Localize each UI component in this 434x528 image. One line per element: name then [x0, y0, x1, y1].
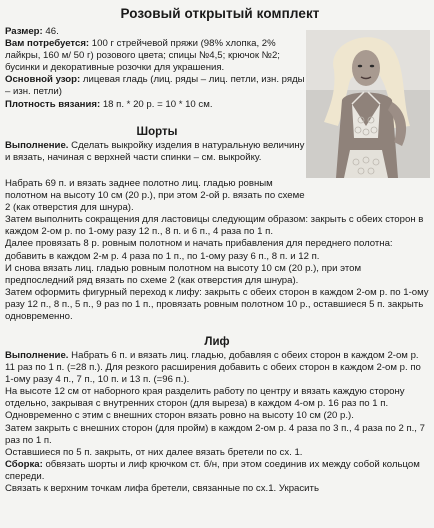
intro-block [5, 26, 305, 111]
size-label: Размер: [5, 26, 43, 37]
size-line [5, 26, 305, 38]
bodice-assembly-label: Сборка: [5, 458, 43, 470]
bodice-paragraph-1: На высоте 12 см от наборного края разделить работу по центру и вязать каждую сторону отдельно, закрывая с внутренних сторон (для выреза) в каждом 4-ом р. 16 раз по 1 п. Одновременно с этим с внешних сторон вязать ровно на высоту 10 см (20 р.). [5, 386, 405, 422]
bodice-execution [5, 350, 429, 386]
size-value: 46. [42, 26, 59, 37]
shorts-body [5, 178, 429, 323]
density-text: 18 п. * 20 р. = 10 * 10 см. [100, 98, 213, 110]
model-photo [306, 30, 430, 178]
bodice-paragraph-3: Оставшиеся по 5 п. закрыть, от них далее вязать бретели по сх. 1. [5, 446, 303, 458]
shorts-paragraph-2: Затем выполнить сокращения для ластовицы следующим образом: закрыть с обеих сторон в каждом 2-ом р. по 1-ому разу 12 п., 8 п. и 6 п., 4 раза по 1 п. [5, 214, 424, 238]
density-line [5, 99, 305, 111]
bodice-body [5, 350, 429, 495]
shorts-paragraph-1: Набрать 69 п. и вязать заднее полотно лиц. гладью ровным полотном на высоту 10 см (20 р.), при этом 2-ой р. вязать по схеме 2 (как отверстия для шнура). [5, 178, 305, 214]
model-photo-image [306, 30, 430, 178]
bodice-execution-label: Выполнение. [5, 350, 69, 361]
page-title: Розовый открытый комплект [120, 6, 320, 21]
density-label: Плотность вязания: [5, 98, 101, 110]
shorts-execution-text: Сделать выкройку изделия в натуральную величину и вязать, начиная с верхней части спинки – см. выкройку. [5, 140, 305, 164]
shorts-heading: Шорты [136, 126, 178, 138]
shorts-paragraph-5: Затем оформить фигурный переход к лифу: закрыть с обеих сторон в каждом 2-ом р. по 1-ому разу 12 п., 8 п., 5 п., 9 раз по 1 п., провязать ровным полотном 10 р., оставшиеся 5 п. закрыть одновременно. [5, 286, 429, 323]
shorts-paragraph-4: И снова вязать лиц. гладью ровным полотном на высоту 10 см (20 р.), при этом предпоследний ряд вязать по схеме 2 (как отверстия для шнура). [5, 262, 362, 286]
materials-line [5, 38, 305, 74]
shorts-execution [5, 140, 305, 164]
materials-label: Вам потребуется: [5, 38, 90, 50]
materials-text: 100 г стрейчевой пряжи (98% хлопка, 2% лайкры, 160 м/ 50 г) розового цвета; спицы №4,5; крючок №2; бусинки и декоративные розочки для украшения. [5, 38, 280, 74]
bodice-assembly-text: обвязать шорты и лиф крючком ст. б/н, при этом соединив их между собой кольцом спереди. [5, 458, 420, 482]
bodice-paragraph-2: Затем закрыть с внешних сторон (для пройм) в каждом 2-ом р. 4 раза по 3 п., 4 раза по 2 п., 7 раз по 1 п. [5, 422, 425, 446]
pattern-label: Основной узор: [5, 74, 81, 86]
pattern-line [5, 74, 305, 98]
bodice-heading: Лиф [204, 336, 230, 348]
shorts-paragraph-3: Далее провязать 8 р. ровным полотном и начать прибавления для переднего полотна: добавить в каждом 2-м р. 4 раза по 1 п., по 1-ому разу 6 п., 8 п. и 12 п. [5, 238, 393, 262]
pattern-text: лицевая гладь (лиц. ряды – лиц. петли, изн. ряды – изн. петли) [5, 74, 305, 98]
bodice-assembly [5, 459, 429, 483]
shorts-intro [5, 140, 305, 164]
bodice-execution-text: Набрать 6 п. и вязать лиц. гладью, добавляя с обеих сторон в каждом 2-ом р. 11 раз по 1 п. (=28 п.). Для резкого расширения добавить с обеих сторон в каждом 2-ом р. по 1-ому разу 4 п., 7 п., 10 п. и 13 п. (=96 п.). [5, 350, 421, 386]
shorts-execution-label: Выполнение. [5, 140, 69, 151]
bodice-paragraph-4: Связать к верхним точкам лифа бретели, связанные по сх.1. Украсить [5, 483, 319, 495]
